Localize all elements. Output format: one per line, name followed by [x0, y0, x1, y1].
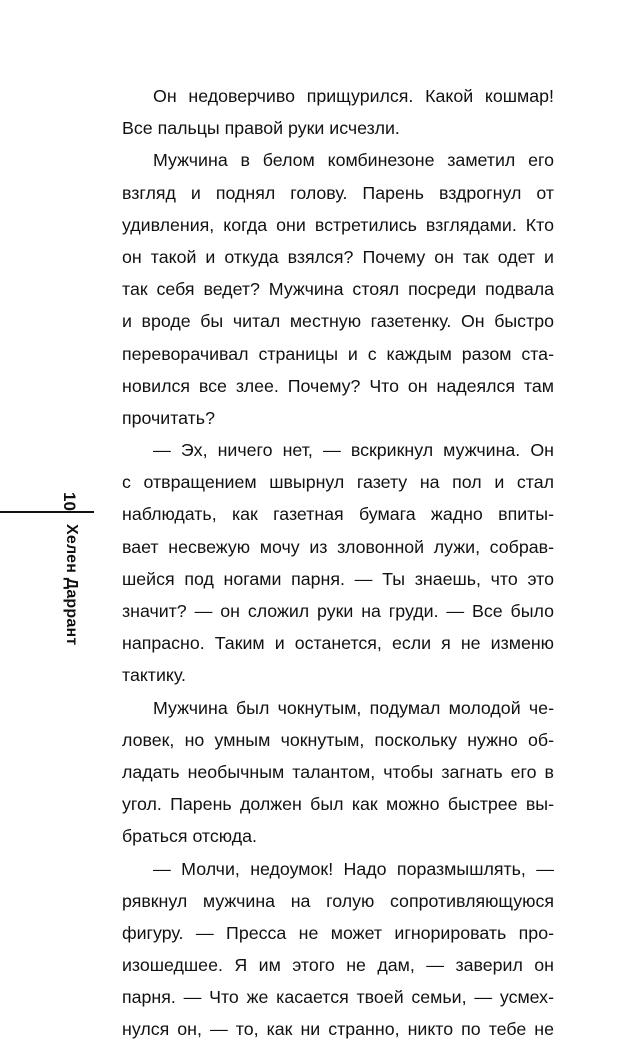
- text-line: новился все злее. Почему? Что он надеялся там: [122, 375, 554, 396]
- text-line: удивления, когда они встретились взглядами. Кто: [122, 214, 554, 235]
- text-line: парня. — Что же касается твоей семьи, — усмех-: [122, 987, 554, 1008]
- text-line: — Молчи, недоумок! Надо поразмышлять, —: [153, 858, 554, 879]
- text-line: браться отсюда.: [122, 826, 257, 847]
- text-line: он такой и откуда взялся? Почему он так одет и: [122, 246, 554, 267]
- text-line: тактику.: [122, 665, 186, 686]
- text-line: вает несвежую мочу из зловонной лужи, собрав-: [122, 536, 554, 557]
- text-line: переворачивал страницы и с каждым разом ста-: [122, 343, 554, 364]
- text-line: значит? — он сложил руки на груди. — Все было: [122, 601, 554, 621]
- text-line: ладать необычным талантом, чтобы загнать его в: [122, 761, 554, 782]
- text-line: ловек, но умным чокнутым, поскольку нужно об-: [122, 729, 554, 750]
- text-line: и вроде бы читал местную газетенку. Он быстро: [122, 311, 554, 332]
- text-line: — Эх, ничего нет, — вскрикнул мужчина. Он: [153, 440, 554, 461]
- author-name: Хелен Даррант: [63, 524, 80, 646]
- text-line: с отвращением швырнул газету на пол и стал: [122, 472, 554, 493]
- margin-rule: [0, 511, 94, 513]
- text-line: напрасно. Таким и останется, если я не изменю: [122, 633, 554, 654]
- text-line: шейся под ногами парня. — Ты знаешь, что это: [122, 568, 554, 589]
- text-line: прочитать?: [122, 407, 215, 428]
- text-line: взгляд и поднял голову. Парень вздрогнул от: [122, 182, 554, 203]
- text-line: Все пальцы правой руки исчезли.: [122, 118, 400, 139]
- text-line: Он недоверчиво прищурился. Какой кошмар!: [153, 86, 554, 106]
- page-number-text: 10: [60, 492, 79, 511]
- body-text: [122, 80, 554, 1046]
- text-line: нулся он, — то, как ни странно, никто по тебе не: [122, 1019, 554, 1040]
- text-line: так себя ведет? Мужчина стоял посреди подвала: [122, 279, 554, 300]
- text-line: наблюдать, как газетная бумага жадно впиты-: [122, 504, 554, 525]
- text-line: фигуру. — Пресса не может игнорировать про-: [122, 922, 554, 943]
- text-line: Мужчина был чокнутым, подумал молодой че-: [153, 697, 554, 718]
- text-line: Мужчина в белом комбинезоне заметил его: [153, 150, 554, 171]
- text-line: рявкнул мужчина на голую сопротивляющуюся: [122, 890, 554, 911]
- text-line: угол. Парень должен был как можно быстрее вы-: [122, 794, 554, 815]
- text-line: изошедшее. Я им этого не дам, — заверил он: [122, 955, 554, 976]
